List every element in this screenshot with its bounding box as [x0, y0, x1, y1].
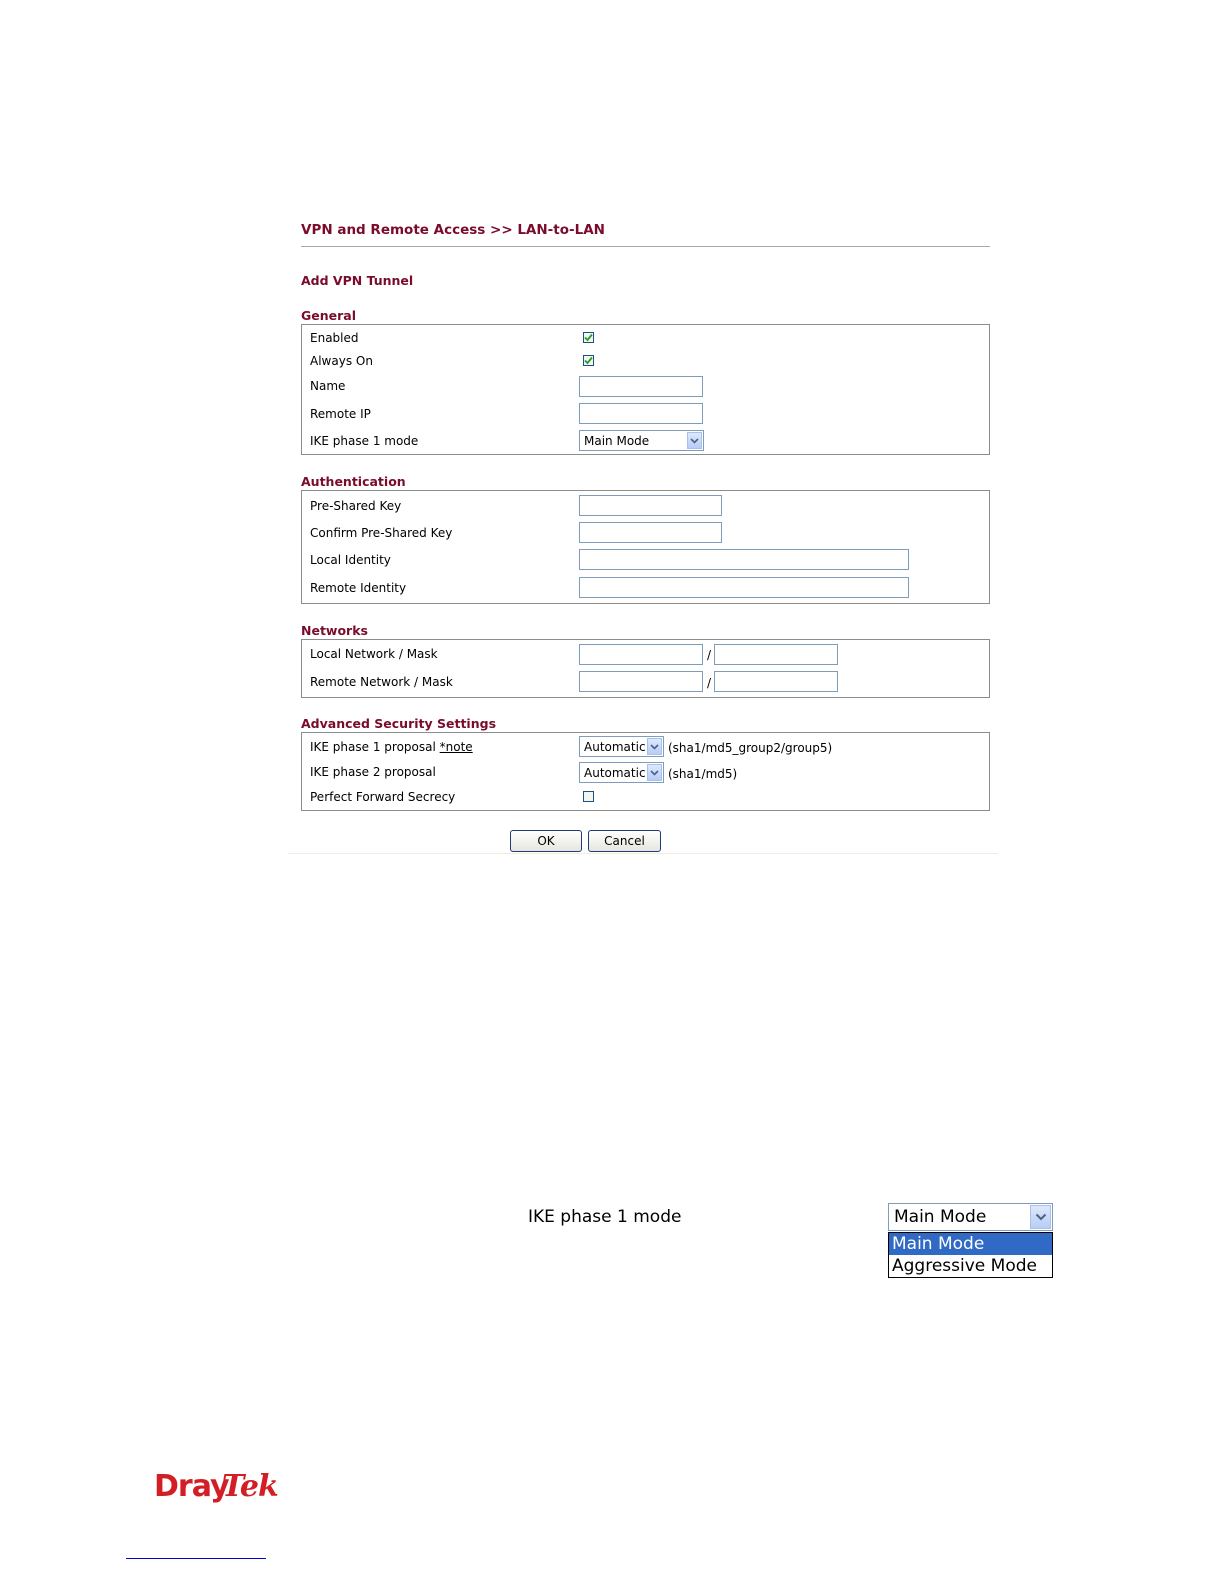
name-label: Name [310, 379, 346, 393]
pfs-label: Perfect Forward Secrecy [310, 790, 456, 804]
always-on-checkbox[interactable] [583, 355, 594, 366]
ike-phase2-proposal-hint: (sha1/md5) [668, 767, 738, 781]
ok-button[interactable]: OK [510, 830, 582, 852]
section-title-advanced: Advanced Security Settings [301, 716, 497, 731]
confirm-psk-input[interactable] [579, 522, 722, 543]
section-title-networks: Networks [301, 623, 368, 638]
svg-text:Dray: Dray [154, 1469, 229, 1504]
zoom-ike-phase1-mode-label: IKE phase 1 mode [528, 1207, 682, 1227]
confirm-psk-label: Confirm Pre-Shared Key [310, 526, 453, 540]
ike-phase1-mode-select[interactable] [579, 430, 704, 451]
zoom-selected-value: Main Mode [894, 1207, 987, 1227]
section-title-authentication: Authentication [301, 474, 406, 489]
footer-divider [126, 1558, 266, 1559]
ike-phase2-proposal-select[interactable] [579, 762, 664, 783]
remote-network-label: Remote Network / Mask [310, 675, 453, 689]
note-link[interactable]: *note [439, 740, 473, 754]
remote-ip-input[interactable] [579, 403, 703, 424]
form-bottom-divider [288, 853, 998, 854]
ike-phase1-mode-value: Main Mode [584, 433, 650, 448]
mask-separator: / [707, 676, 712, 690]
remote-network-input[interactable] [579, 671, 703, 692]
ike-phase1-mode-label: IKE phase 1 mode [310, 434, 419, 448]
remote-mask-input[interactable] [714, 671, 838, 692]
ike-phase1-proposal-select[interactable] [579, 736, 664, 757]
pfs-checkbox[interactable] [583, 791, 594, 802]
mask-separator: / [707, 648, 712, 662]
cancel-button[interactable]: Cancel [588, 830, 661, 852]
dropdown-option-aggressive-mode[interactable]: Aggressive Mode [892, 1256, 1037, 1276]
local-identity-input[interactable] [579, 549, 909, 570]
form-subtitle: Add VPN Tunnel [301, 273, 414, 288]
local-mask-input[interactable] [714, 644, 838, 665]
local-network-label: Local Network / Mask [310, 647, 438, 661]
zoom-dropdown-list [888, 1232, 1053, 1278]
chevron-down-icon[interactable] [647, 764, 662, 781]
section-title-general: General [301, 308, 356, 323]
remote-ip-label: Remote IP [310, 407, 371, 421]
ike-phase1-proposal-hint: (sha1/md5_group2/group5) [668, 741, 833, 755]
enabled-label: Enabled [310, 331, 359, 345]
chevron-down-icon[interactable] [1030, 1205, 1051, 1229]
check-icon [584, 356, 593, 365]
title-divider [301, 246, 990, 247]
ike-phase1-proposal-text: IKE phase 1 proposal [310, 740, 436, 754]
ike-phase1-proposal-value: Automatic [584, 739, 646, 754]
draytek-logo-mark [154, 1466, 289, 1506]
ike-phase2-proposal-label: IKE phase 2 proposal [310, 765, 436, 779]
chevron-down-icon[interactable] [687, 432, 702, 449]
check-icon [584, 333, 593, 342]
local-network-input[interactable] [579, 644, 703, 665]
enabled-checkbox[interactable] [583, 332, 594, 343]
zoom-ike-phase1-mode-select[interactable] [888, 1203, 1053, 1231]
psk-input[interactable] [579, 495, 722, 516]
remote-identity-input[interactable] [579, 577, 909, 598]
dropdown-option-main-mode[interactable]: Main Mode [889, 1233, 1052, 1255]
remote-identity-label: Remote Identity [310, 581, 407, 595]
psk-label: Pre-Shared Key [310, 499, 402, 513]
svg-text:Tek: Tek [222, 1469, 278, 1504]
ike-phase1-proposal-label [310, 740, 473, 754]
ike-phase2-proposal-value: Automatic [584, 765, 646, 780]
chevron-down-icon[interactable] [647, 738, 662, 755]
page-title: VPN and Remote Access >> LAN-to-LAN [301, 222, 605, 238]
local-identity-label: Local Identity [310, 553, 391, 567]
name-input[interactable] [579, 376, 703, 397]
always-on-label: Always On [310, 354, 373, 368]
draytek-logo [154, 1466, 289, 1514]
